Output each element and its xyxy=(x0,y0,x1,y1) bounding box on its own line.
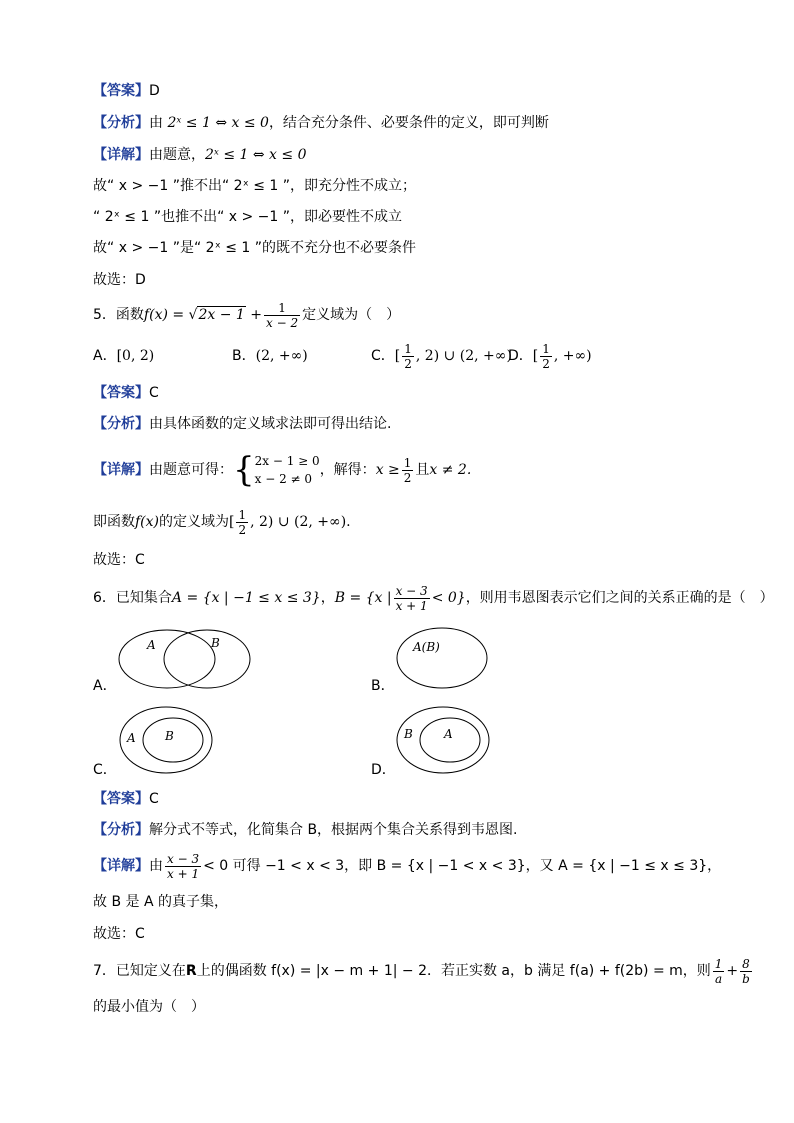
answer-value: D xyxy=(149,83,160,99)
frac-num: x − 3 xyxy=(395,583,428,598)
q5-conclusion xyxy=(93,506,351,538)
conc-mid: 的定义域为 xyxy=(159,514,230,530)
q4-line2: “ 2ˣ ≤ 1 ”也推不出“ x > −1 ”，即必要性不成立 xyxy=(93,209,403,225)
q6-analysis-line xyxy=(93,820,518,840)
q4-line1: 故“ x > −1 ”推不出“ 2ˣ ≤ 1 ”，即充分性不成立； xyxy=(93,178,417,194)
analysis-text: 解分式不等式，化简集合 B，根据两个集合关系得到韦恩图. xyxy=(149,822,518,838)
option-frac xyxy=(402,342,414,371)
frac-num: 1 xyxy=(238,507,247,522)
frac-den: x + 1 xyxy=(167,866,200,881)
option-label: B． xyxy=(232,348,256,364)
q5-option-a xyxy=(93,346,154,366)
detail-text: 由 xyxy=(149,858,163,874)
analysis-math: 2ˣ ≤ 1 ⇔ x ≤ 0 xyxy=(167,115,269,131)
q4-detail-line xyxy=(93,145,306,165)
q7-stem-line2: 的最小值为（ ） xyxy=(93,999,205,1015)
q5-option-c xyxy=(371,340,512,372)
q6-stem xyxy=(93,582,774,614)
q6-stem-post: ，则用韦恩图表示它们之间的关系正确的是（ ） xyxy=(465,590,774,606)
detail-cond: x ≠ 2. xyxy=(429,462,472,478)
comma: ， xyxy=(320,590,335,606)
q5-stem-frac xyxy=(264,301,300,330)
venn-option-d xyxy=(394,704,494,776)
q5-stem-post: 定义域为（ ） xyxy=(302,307,401,323)
q7-frac-1 xyxy=(713,957,725,986)
q7-stem-pre: 7．已知定义在 xyxy=(93,963,186,979)
q6-answer-line xyxy=(93,789,159,809)
q6-option-b-label: B． xyxy=(371,678,395,694)
q4-choose: 故选：D xyxy=(93,272,146,288)
q7-stem xyxy=(93,954,754,988)
system-row-1: 2x − 1 ≥ 0 xyxy=(254,454,320,468)
q5-option-b xyxy=(232,346,308,366)
set-b-pre: B = {x | xyxy=(334,590,392,606)
frac-num: 1 xyxy=(714,956,723,971)
set-b-frac xyxy=(394,584,430,613)
analysis-text: 由 xyxy=(149,115,163,131)
conc-bracket: [ xyxy=(229,514,235,530)
q7-frac-2 xyxy=(740,957,752,986)
analysis-tag: 【分析】 xyxy=(93,416,149,432)
detail-tag: 【详解】 xyxy=(93,147,149,163)
q4-line3: 故“ x > −1 ”是“ 2ˣ ≤ 1 ”的既不充分也不必要条件 xyxy=(93,240,417,256)
venn-set-ellipse xyxy=(164,630,250,688)
frac-num: 1 xyxy=(264,301,300,316)
venn-label: B xyxy=(404,727,413,741)
frac-den: b xyxy=(742,971,750,986)
detail-mid: ，解得： xyxy=(319,462,376,478)
answer-value: C xyxy=(149,791,159,807)
conc-frac xyxy=(236,508,248,537)
analysis-tag: 【分析】 xyxy=(93,822,149,838)
q6-option-d-label: D． xyxy=(371,762,396,778)
venn-set-ellipse xyxy=(397,628,487,688)
set-b-post: < 0} xyxy=(431,590,466,606)
answer-tag: 【答案】 xyxy=(93,385,149,401)
conc-func: f(x) xyxy=(135,514,160,530)
q5-stem-radicand: 2x − 1 xyxy=(198,307,245,323)
option-frac xyxy=(540,342,552,371)
q6-stem-pre: 6．已知集合 xyxy=(93,590,172,606)
q5-stem xyxy=(93,300,400,330)
option-label: A． xyxy=(93,348,117,364)
system-brace: { xyxy=(233,450,255,490)
detail-x: x ≥ xyxy=(375,462,400,478)
frac-den: 2 xyxy=(404,356,412,371)
system-row-2: x − 2 ≠ 0 xyxy=(254,472,313,486)
q5-stem-func: f(x) = √ xyxy=(143,307,198,323)
real-set-R: R xyxy=(185,963,197,979)
venn-option-b xyxy=(394,625,490,691)
venn-option-a xyxy=(115,625,255,693)
q7-stem-mid: 上的偶函数 f(x) = |x − m + 1| − 2．若正实数 a，b 满足 f(a) + f(2b) = m，则 xyxy=(196,963,711,979)
venn-label: B xyxy=(211,636,220,650)
q4-answer-line xyxy=(93,81,160,101)
frac-num: 8 xyxy=(740,957,752,972)
option-value: , +∞) xyxy=(553,348,592,364)
conc-interval: , 2) ∪ (2, +∞). xyxy=(250,514,351,530)
set-a: A = {x | −1 ≤ x ≤ 3} xyxy=(171,590,321,606)
frac-den: 2 xyxy=(542,356,550,371)
frac-den: 2 xyxy=(403,470,412,485)
q5-analysis-line xyxy=(93,414,391,434)
option-value: (2, +∞) xyxy=(255,348,308,364)
q5-stem-pre: 5．函数 xyxy=(93,307,144,323)
frac-den: a xyxy=(715,971,723,986)
detail-frac xyxy=(402,456,414,485)
detail-tag: 【详解】 xyxy=(93,462,149,478)
q6-detail-line xyxy=(93,850,721,882)
q6-line2: 故 B 是 A 的真子集， xyxy=(93,894,228,910)
venn-label: A xyxy=(147,638,156,652)
detail-mid: < 0 可得 −1 < x < 3，即 B = {x | −1 < x < 3}，又 A = {x | −1 ≤ x ≤ 3}， xyxy=(203,858,722,874)
q5-plus: + xyxy=(250,307,263,323)
frac-den: x − 2 xyxy=(266,315,299,330)
frac-num: 1 xyxy=(403,455,412,470)
analysis-text: 由具体函数的定义域求法即可得出结论. xyxy=(149,416,392,432)
venn-option-c xyxy=(117,704,217,776)
answer-value: C xyxy=(149,385,159,401)
frac-num: x − 3 xyxy=(167,851,200,866)
plus: + xyxy=(726,963,739,979)
option-label: D． xyxy=(508,348,533,364)
conc-pre: 即函数 xyxy=(93,514,135,530)
option-bracket: [ xyxy=(394,348,401,364)
answer-tag: 【答案】 xyxy=(93,791,149,807)
detail-tag: 【详解】 xyxy=(93,858,149,874)
inequality-system xyxy=(255,452,320,488)
q4-analysis-line xyxy=(93,113,549,133)
detail-text: 由题意， xyxy=(149,147,205,163)
q5-choose: 故选：C xyxy=(93,552,145,568)
venn-label: A(B) xyxy=(413,640,440,654)
detail-frac xyxy=(165,852,201,881)
option-value: [0, 2) xyxy=(116,348,155,364)
venn-label: B xyxy=(165,729,174,743)
q6-choose: 故选：C xyxy=(93,926,145,942)
frac-den: 2 xyxy=(238,522,247,537)
answer-tag: 【答案】 xyxy=(93,83,149,99)
venn-label: A xyxy=(444,727,453,741)
venn-set-ellipse xyxy=(119,630,215,688)
frac-num: 1 xyxy=(404,341,412,356)
option-label: C． xyxy=(371,348,395,364)
q5-detail-line xyxy=(93,450,471,490)
q5-option-d xyxy=(508,340,592,372)
analysis-text-post: ，结合充分条件、必要条件的定义，即可判断 xyxy=(268,115,549,131)
analysis-tag: 【分析】 xyxy=(93,115,149,131)
frac-den: x + 1 xyxy=(395,598,428,613)
q6-option-c-label: C． xyxy=(93,762,117,778)
detail-and: 且 xyxy=(415,462,430,478)
frac-num: 1 xyxy=(542,341,550,356)
venn-label: A xyxy=(127,731,136,745)
option-bracket: [ xyxy=(532,348,539,364)
option-value: , 2) ∪ (2, +∞) xyxy=(415,348,512,364)
detail-math: 2ˣ ≤ 1 ⇔ x ≤ 0 xyxy=(205,147,307,163)
detail-text: 由题意可得： xyxy=(149,462,233,478)
q6-option-a-label: A． xyxy=(93,678,117,694)
q5-answer-line xyxy=(93,383,159,403)
